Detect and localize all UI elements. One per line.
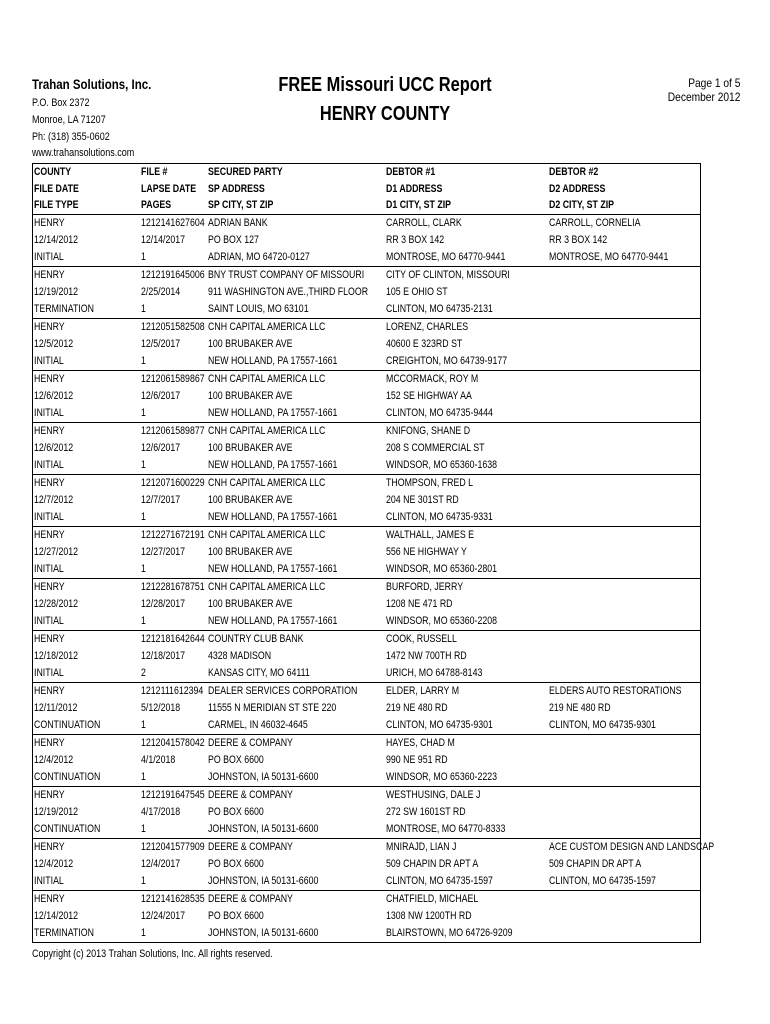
column-header: FILE TYPE xyxy=(34,199,79,212)
table-cell: 12/14/2017 xyxy=(141,234,186,247)
column-header: FILE DATE xyxy=(34,182,79,195)
table-cell: COOK, RUSSELL xyxy=(386,633,457,646)
row-line xyxy=(33,735,700,752)
company-address-2: Monroe, LA 71207 xyxy=(32,114,106,126)
table-cell: NEW HOLLAND, PA 17557-1661 xyxy=(208,407,338,420)
table-cell: 1 xyxy=(141,407,146,420)
table-cell: 272 SW 1601ST RD xyxy=(386,806,466,819)
table-cell: MONTROSE, MO 64770-9441 xyxy=(386,251,506,264)
table-cell: 1 xyxy=(141,771,146,784)
row-line xyxy=(33,683,700,700)
table-cell: 1212271672191 xyxy=(141,529,205,542)
table-cell: 1212281678751 xyxy=(141,581,205,594)
table-cell: 12/5/2017 xyxy=(141,338,181,351)
table-cell: 12/4/2017 xyxy=(141,858,181,871)
row-line xyxy=(33,544,700,561)
column-header: D1 CITY, ST ZIP xyxy=(386,199,452,212)
column-header: SECURED PARTY xyxy=(208,166,283,178)
table-cell: 100 BRUBAKER AVE xyxy=(208,546,293,559)
table-cell: BLAIRSTOWN, MO 64726-9209 xyxy=(386,927,513,940)
column-header: FILE # xyxy=(141,166,168,178)
row-line xyxy=(33,908,700,925)
row-line xyxy=(33,388,700,405)
table-cell: 12/19/2012 xyxy=(34,806,79,819)
table-cell: JOHNSTON, IA 50131-6600 xyxy=(208,771,319,784)
table-cell: CREIGHTON, MO 64739-9177 xyxy=(386,355,508,368)
page-number: Page 1 of 5 xyxy=(687,76,740,90)
table-cell: CLINTON, MO 64735-2131 xyxy=(386,303,493,316)
table-cell: WINDSOR, MO 65360-2208 xyxy=(386,615,498,628)
table-cell: HENRY xyxy=(34,737,65,750)
table-cell: WINDSOR, MO 65360-2801 xyxy=(386,563,498,576)
table-cell: INITIAL xyxy=(34,459,64,472)
company-name: Trahan Solutions, Inc. xyxy=(32,76,152,92)
table-cell: INITIAL xyxy=(34,511,64,524)
table-cell: CLINTON, MO 64735-9301 xyxy=(549,719,656,732)
row-line xyxy=(33,405,700,422)
table-cell: RR 3 BOX 142 xyxy=(386,234,445,247)
table-cell: HENRY xyxy=(34,685,65,698)
row-line xyxy=(33,509,700,526)
table-cell: HENRY xyxy=(34,633,65,646)
table-cell: HENRY xyxy=(34,269,65,282)
table-cell: 12/14/2012 xyxy=(34,910,79,923)
table-cell: 40600 E 323RD ST xyxy=(386,338,463,351)
report-subtitle: HENRY COUNTY xyxy=(319,103,451,125)
row-line xyxy=(33,561,700,578)
table-cell: HENRY xyxy=(34,893,65,906)
table-cell: ADRIAN, MO 64720-0127 xyxy=(208,251,310,264)
column-header: SP ADDRESS xyxy=(208,182,265,195)
row-line xyxy=(33,700,700,717)
table-cell: DEERE & COMPANY xyxy=(208,737,293,750)
table-cell: 219 NE 480 RD xyxy=(386,702,448,715)
table-cell: 1212141627604 xyxy=(141,217,205,230)
table-cell: ACE CUSTOM DESIGN AND LANDSCAP xyxy=(549,841,715,854)
table-cell: TERMINATION xyxy=(34,303,94,316)
table-cell: 4328 MADISON xyxy=(208,650,272,663)
table-cell: CONTINUATION xyxy=(34,823,101,836)
table-cell: BNY TRUST COMPANY OF MISSOURI xyxy=(208,269,365,282)
row-line xyxy=(33,839,715,856)
table-cell: 12/11/2012 xyxy=(34,702,78,715)
table-cell: INITIAL xyxy=(34,407,64,420)
row-line xyxy=(33,717,700,734)
row-line xyxy=(33,440,700,457)
column-header: D1 ADDRESS xyxy=(386,182,443,195)
table-cell: PO BOX 127 xyxy=(208,234,259,247)
table-cell: 1 xyxy=(141,719,146,732)
table-cell: DEERE & COMPANY xyxy=(208,841,293,854)
table-cell: ELDER, LARRY M xyxy=(386,685,460,698)
table-cell: 509 CHAPIN DR APT A xyxy=(549,858,642,871)
table-cell: WINDSOR, MO 65360-1638 xyxy=(386,459,498,472)
column-header: SP CITY, ST ZIP xyxy=(208,199,274,212)
table-cell: DEALER SERVICES CORPORATION xyxy=(208,685,358,698)
table-cell: INITIAL xyxy=(34,875,64,888)
table-cell: CNH CAPITAL AMERICA LLC xyxy=(208,581,326,594)
column-header: D2 ADDRESS xyxy=(549,182,606,195)
table-cell: CARROLL, CLARK xyxy=(386,217,462,230)
table-cell: 12/7/2017 xyxy=(141,494,181,507)
table-cell: HENRY xyxy=(34,477,65,490)
table-cell: JOHNSTON, IA 50131-6600 xyxy=(208,927,319,940)
table-cell: 152 SE HIGHWAY AA xyxy=(386,390,472,403)
row-line xyxy=(33,596,700,613)
table-cell: HENRY xyxy=(34,217,65,230)
table-cell: 1 xyxy=(141,459,146,472)
table-cell: ELDERS AUTO RESTORATIONS xyxy=(549,685,682,698)
table-row xyxy=(33,370,700,422)
column-header: DEBTOR #1 xyxy=(386,166,436,178)
row-line xyxy=(33,301,700,318)
column-header: LAPSE DATE xyxy=(141,182,197,195)
table-cell: 100 BRUBAKER AVE xyxy=(208,390,293,403)
table-cell: INITIAL xyxy=(34,355,64,368)
table-cell: 1 xyxy=(141,927,146,940)
table-cell: RR 3 BOX 142 xyxy=(549,234,608,247)
table-cell: 12/6/2012 xyxy=(34,390,74,403)
table-cell: 12/6/2017 xyxy=(141,442,181,455)
table-cell: 12/6/2012 xyxy=(34,442,74,455)
row-line xyxy=(33,267,700,284)
table-cell: 990 NE 951 RD xyxy=(386,754,448,767)
table-cell: 12/4/2012 xyxy=(34,754,74,767)
row-line xyxy=(33,232,700,249)
table-cell: BURFORD, JERRY xyxy=(386,581,464,594)
table-header xyxy=(33,163,700,215)
table-cell: HENRY xyxy=(34,529,65,542)
table-cell: 1212141628535 xyxy=(141,893,205,906)
table-cell: CARROLL, CORNELIA xyxy=(549,217,641,230)
table-cell: DEERE & COMPANY xyxy=(208,789,293,802)
table-row xyxy=(33,838,715,890)
table-row xyxy=(33,786,700,838)
table-cell: 208 S COMMERCIAL ST xyxy=(386,442,485,455)
table-cell: 1212191647545 xyxy=(141,789,205,802)
table-cell: NEW HOLLAND, PA 17557-1661 xyxy=(208,511,338,524)
row-line xyxy=(33,371,700,388)
table-cell: 1212061589867 xyxy=(141,373,205,386)
table-cell: WALTHALL, JAMES E xyxy=(386,529,475,542)
table-cell: 1 xyxy=(141,563,146,576)
table-cell: PO BOX 6600 xyxy=(208,910,264,923)
table-cell: DEERE & COMPANY xyxy=(208,893,293,906)
table-row xyxy=(33,474,700,526)
table-cell: 556 NE HIGHWAY Y xyxy=(386,546,467,559)
table-cell: NEW HOLLAND, PA 17557-1661 xyxy=(208,355,338,368)
table-cell: CNH CAPITAL AMERICA LLC xyxy=(208,321,326,334)
table-cell: 1 xyxy=(141,303,146,316)
table-row xyxy=(33,526,700,578)
table-cell: 2 xyxy=(141,667,146,680)
table-cell: 911 WASHINGTON AVE.,THIRD FLOOR xyxy=(208,286,369,299)
table-cell: 12/27/2012 xyxy=(34,546,79,559)
row-line xyxy=(33,648,700,665)
row-line xyxy=(33,856,700,873)
table-cell: 1 xyxy=(141,511,146,524)
row-line xyxy=(33,804,700,821)
row-line xyxy=(33,769,700,786)
column-header: PAGES xyxy=(141,199,172,212)
table-cell: PO BOX 6600 xyxy=(208,754,264,767)
table-cell: CONTINUATION xyxy=(34,771,101,784)
table-cell: INITIAL xyxy=(34,667,64,680)
table-cell: 204 NE 301ST RD xyxy=(386,494,459,507)
table-cell: 1212051582508 xyxy=(141,321,205,334)
company-phone: Ph: (318) 355-0602 xyxy=(32,131,110,143)
table-cell: 1 xyxy=(141,251,146,264)
table-cell: HENRY xyxy=(34,841,65,854)
table-cell: JOHNSTON, IA 50131-6600 xyxy=(208,823,319,836)
table-cell: LORENZ, CHARLES xyxy=(386,321,469,334)
table-cell: ADRIAN BANK xyxy=(208,217,268,230)
table-cell: THOMPSON, FRED L xyxy=(386,477,474,490)
table-cell: KNIFONG, SHANE D xyxy=(386,425,471,438)
table-cell: PO BOX 6600 xyxy=(208,858,264,871)
row-line xyxy=(33,284,700,301)
table-cell: CLINTON, MO 64735-9444 xyxy=(386,407,493,420)
table-cell: 12/7/2012 xyxy=(34,494,74,507)
table-row xyxy=(33,890,700,942)
row-line xyxy=(33,873,700,890)
row-line xyxy=(33,353,700,370)
table-cell: JOHNSTON, IA 50131-6600 xyxy=(208,875,319,888)
table-cell: CLINTON, MO 64735-1597 xyxy=(386,875,493,888)
row-line xyxy=(33,492,700,509)
ucc-table xyxy=(32,163,715,943)
table-cell: 100 BRUBAKER AVE xyxy=(208,338,293,351)
table-cell: URICH, MO 64788-8143 xyxy=(386,667,483,680)
table-cell: MCCORMACK, ROY M xyxy=(386,373,479,386)
table-cell: 12/28/2017 xyxy=(141,598,186,611)
table-cell: WINDSOR, MO 65360-2223 xyxy=(386,771,498,784)
table-cell: CNH CAPITAL AMERICA LLC xyxy=(208,477,326,490)
row-line xyxy=(33,579,700,596)
table-cell: 1308 NW 1200TH RD xyxy=(386,910,472,923)
table-cell: CARMEL, IN 46032-4645 xyxy=(208,719,308,732)
table-cell: HENRY xyxy=(34,789,65,802)
row-line xyxy=(33,787,700,804)
column-header: D2 CITY, ST ZIP xyxy=(549,199,615,212)
table-cell: 100 BRUBAKER AVE xyxy=(208,598,293,611)
table-cell: 12/24/2017 xyxy=(141,910,186,923)
table-cell: CHATFIELD, MICHAEL xyxy=(386,893,479,906)
table-cell: CLINTON, MO 64735-9331 xyxy=(386,511,493,524)
report-title: FREE Missouri UCC Report xyxy=(278,74,492,96)
table-cell: 12/18/2012 xyxy=(34,650,79,663)
table-cell: 12/18/2017 xyxy=(141,650,186,663)
table-cell: CONTINUATION xyxy=(34,719,101,732)
table-cell: 12/5/2012 xyxy=(34,338,74,351)
table-cell: HENRY xyxy=(34,425,65,438)
table-cell: 1212191645006 xyxy=(141,269,205,282)
table-cell: HENRY xyxy=(34,321,65,334)
table-cell: MONTROSE, MO 64770-8333 xyxy=(386,823,506,836)
row-line xyxy=(33,925,700,942)
table-cell: 219 NE 480 RD xyxy=(549,702,611,715)
column-header: COUNTY xyxy=(34,166,72,178)
table-cell: 1 xyxy=(141,875,146,888)
row-line xyxy=(33,249,700,266)
table-cell: PO BOX 6600 xyxy=(208,806,264,819)
table-cell: 105 E OHIO ST xyxy=(386,286,448,299)
table-cell: HENRY xyxy=(34,373,65,386)
table-cell: 1212111612394 xyxy=(141,685,204,698)
table-body xyxy=(33,215,715,942)
table-cell: 11555 N MERIDIAN ST STE 220 xyxy=(208,702,337,715)
table-row xyxy=(33,734,700,786)
table-cell: 12/4/2012 xyxy=(34,858,74,871)
table-cell: 4/1/2018 xyxy=(141,754,176,767)
table-cell: 1208 NE 471 RD xyxy=(386,598,453,611)
table-cell: 12/6/2017 xyxy=(141,390,181,403)
table-cell: CLINTON, MO 64735-9301 xyxy=(386,719,493,732)
row-line xyxy=(33,821,700,838)
table-row xyxy=(33,682,700,734)
table-cell: CNH CAPITAL AMERICA LLC xyxy=(208,529,326,542)
table-cell: 2/25/2014 xyxy=(141,286,181,299)
table-cell: HAYES, CHAD M xyxy=(386,737,455,750)
table-cell: CNH CAPITAL AMERICA LLC xyxy=(208,373,326,386)
table-cell: TERMINATION xyxy=(34,927,94,940)
table-cell: 1212061589877 xyxy=(141,425,205,438)
table-cell: 12/27/2017 xyxy=(141,546,186,559)
table-cell: KANSAS CITY, MO 64111 xyxy=(208,667,310,680)
table-cell: CITY OF CLINTON, MISSOURI xyxy=(386,269,510,282)
table-cell: 12/14/2012 xyxy=(34,234,79,247)
table-row xyxy=(33,318,700,370)
row-line xyxy=(33,215,700,232)
table-row xyxy=(33,422,700,474)
header-line xyxy=(33,181,700,198)
row-line xyxy=(33,457,700,474)
header-line xyxy=(33,197,700,214)
row-line xyxy=(33,665,700,682)
table-cell: 509 CHAPIN DR APT A xyxy=(386,858,479,871)
row-line xyxy=(33,613,700,630)
header-line xyxy=(33,164,700,181)
table-cell: 12/28/2012 xyxy=(34,598,79,611)
table-cell: 4/17/2018 xyxy=(141,806,181,819)
table-cell: 100 BRUBAKER AVE xyxy=(208,494,293,507)
row-line xyxy=(33,423,700,440)
report-date: December 2012 xyxy=(667,90,740,104)
row-line xyxy=(33,752,700,769)
row-line xyxy=(33,527,700,544)
row-line xyxy=(33,891,700,908)
table-cell: 1 xyxy=(141,615,146,628)
table-cell: COUNTRY CLUB BANK xyxy=(208,633,304,646)
table-row xyxy=(33,215,700,266)
report-title-block xyxy=(220,74,550,126)
table-cell: CLINTON, MO 64735-1597 xyxy=(549,875,656,888)
table-cell: 1472 NW 700TH RD xyxy=(386,650,467,663)
table-row xyxy=(33,630,700,682)
table-cell: 5/12/2018 xyxy=(141,702,181,715)
table-cell: INITIAL xyxy=(34,615,64,628)
table-cell: NEW HOLLAND, PA 17557-1661 xyxy=(208,563,338,576)
table-cell: 100 BRUBAKER AVE xyxy=(208,442,293,455)
page-info xyxy=(655,76,740,104)
table-cell: 12/19/2012 xyxy=(34,286,79,299)
table-cell: 1212181642644 xyxy=(141,633,205,646)
column-header: DEBTOR #2 xyxy=(549,166,599,178)
table-cell: SAINT LOUIS, MO 63101 xyxy=(208,303,309,316)
row-line xyxy=(33,319,700,336)
table-cell: WESTHUSING, DALE J xyxy=(386,789,481,802)
company-address-1: P.O. Box 2372 xyxy=(32,97,90,109)
table-row xyxy=(33,266,700,318)
row-line xyxy=(33,336,700,353)
table-cell: INITIAL xyxy=(34,563,64,576)
table-cell: HENRY xyxy=(34,581,65,594)
table-cell: 1212041577909 xyxy=(141,841,205,854)
table-cell: CNH CAPITAL AMERICA LLC xyxy=(208,425,326,438)
table-cell: NEW HOLLAND, PA 17557-1661 xyxy=(208,615,338,628)
row-line xyxy=(33,475,700,492)
company-website: www.trahansolutions.com xyxy=(32,147,135,159)
table-cell: NEW HOLLAND, PA 17557-1661 xyxy=(208,459,338,472)
table-cell: 1 xyxy=(141,823,146,836)
table-cell: 1212041578042 xyxy=(141,737,205,750)
row-line xyxy=(33,631,700,648)
table-cell: INITIAL xyxy=(34,251,64,264)
table-cell: 1212071600229 xyxy=(141,477,205,490)
table-cell: 1 xyxy=(141,355,146,368)
table-cell: MNIRAJD, LIAN J xyxy=(386,841,457,854)
table-cell: MONTROSE, MO 64770-9441 xyxy=(549,251,669,264)
copyright-footer: Copyright (c) 2013 Trahan Solutions, Inc. All rights reserved. xyxy=(32,948,273,960)
table-row xyxy=(33,578,700,630)
